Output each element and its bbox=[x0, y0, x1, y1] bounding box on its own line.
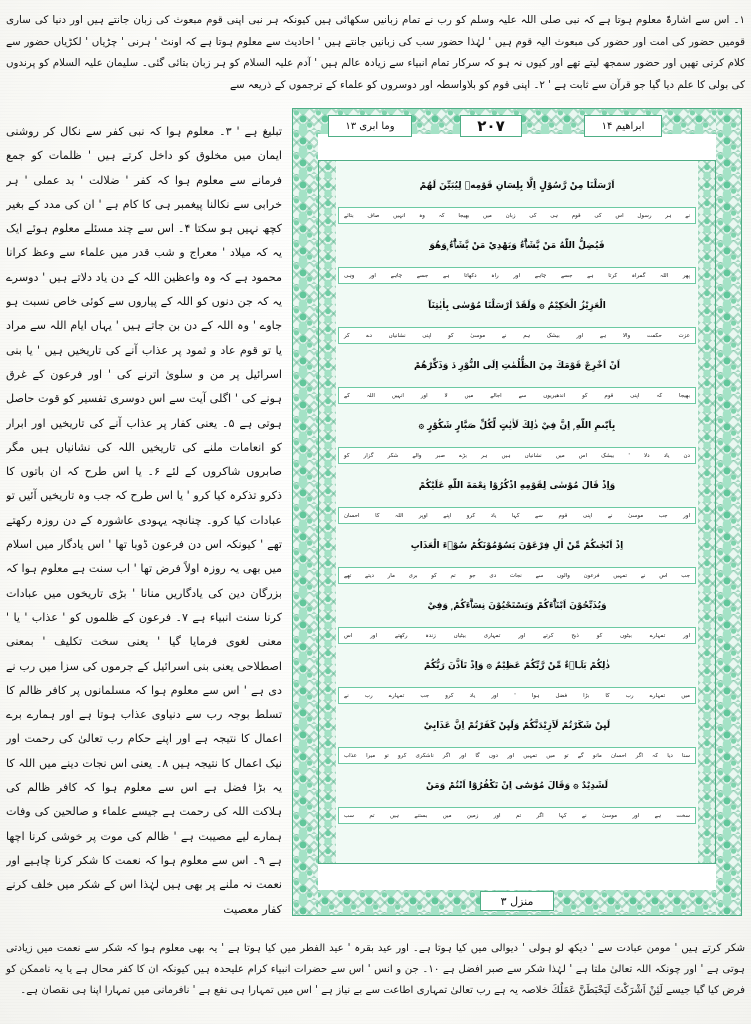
ayah-translation: اور تمہارے بیٹوں کو ذبح کرتے اور تمہاری بیٹیاں زندہ رکھتے اور اس bbox=[338, 627, 696, 644]
ayah-line: ذٰلِكُمْ بَلَاۗءٌ مِّنْ رَّبِّكُمْ عَظِيْمٌ ۞ وَاِذْ تَاَذَّنَ رَبُّكُمْ bbox=[423, 661, 611, 671]
page-number-box: ۲۰۷ bbox=[460, 115, 522, 137]
ayah-translation: نے ہر رسول اس کی قوم ہی کی زبان میں بھیجا کہ وہ انہیں صاف بتائے bbox=[338, 207, 696, 224]
ayah-line: فَيُضِلُّ اللّٰهُ مَنْ يَّشَاۗءُ وَيَهْدِيْ مَنْ يَّشَاۗءُ ۭوَهُوَ bbox=[429, 241, 605, 251]
bottom-commentary-text: شکر کرتے ہیں ' مومن عبادت سے ' دیکھ لو ہولی ' دیوالی میں کیا ہوتا ہے۔ اور عید بقرہ ' عید الفطر میں کیا ہوتا ہے ' یہ بھی معلوم ہوا کہ شکر سے نعمت میں زیادتی ہوتی ہے ' اور چونکہ اللہ تعالیٰ ملتا ہے ' لہٰذا شکر سے صبر افضل ہے ۱۰۔ جن و انس ' اس سے حضرات انبیاء کرام علیحدہ ہیں کیونکہ ان کا کفر محال ہے یا یہ ناممکن کو فرض کیا گیا جیسے لَئِنْ اَشْرَكْتَ لَيَحْبَطَنَّ عَمَلُكَ خلاصہ یہ ہے رب تعالیٰ تمہاری اطاعت سے بے نیاز ہے ' اس میں تمہارا ہی نفع ہے ' نافرمانی میں تمہارا اپنا ہی نقصان ہے۔ bbox=[6, 943, 745, 996]
left-commentary-text: تبلیغ ہے ' ۳۔ معلوم ہوا کہ نبی کفر سے نکال کر روشنی ایمان میں مخلوق کو داخل کرتے ہیں ' ظلمات کو جمع فرمانے سے معلوم ہوا کہ کفر ' ضلالت ' بد عملی ' ہر خرابی سے نکالنا پیغمبر ہی کا کام ہے ' ان کی مدد کے بغیر کچھ نہیں ہو سکتا ۴۔ اس سے چند مسئلے معلوم ہوئے ایک یہ کہ میلاد ' معراج و شب قدر میں علماء سے وعظ کرانا محمود ہے کہ وہ واعظین اللہ کے دن یاد دلاتے ہیں ' دوسرے یہ کہ جن دنوں کو اللہ کے پیاروں سے کوئی خاص نسبت ہو جاوے ' وہ اللہ کے دن بن جاتے ہیں ' یہاں ایام اللہ سے مراد یا تو قوم عاد و ثمود پر عذاب آنے کی تاریخیں ہیں ' یا بنی اسرائیل پر من و سلویٰ اترنے کی ' اور فرعون کے غرق ہونے کی ' اگلی آیت سے اس دوسری تفسیر کو قوت حاصل ہوتی ہے ۵۔ یعنی کفار پر عذاب آنے کی تاریخیں اور ابرار کو انعامات ملنے کی تاریخیں اللہ کی نشانیاں ہیں مگر صابروں شاکروں کے لئے ۶۔ یا اس طرح کہ ان باتوں کا ذکرو تذکرہ کیا کرو ' یا اس طرح کہ جب وہ تاریخیں آئیں تو عبادات کیا کرو۔ چنانچہ یہودی عاشورہ کے دن روزہ رکھتے تھے ' کیونکہ اس دن فرعون ڈوبا تھا ' اس یادگار میں اسلام میں بھی یہ روزہ اولاً فرض تھا ' اب سنت ہے معلوم ہوا کہ بزرگان دین کی یادگاریں منانا ' بڑی تاریخوں میں عبادات کرنا سنت انبیاء ہے ۷۔ فرعون کے ظلموں کو ' عذاب ' یا ' معنی لغوی فرمایا گیا ' یعنی سخت تکلیف ' بمعنی اصطلاحی یعنی بنی اسرائیل کے جرموں کی سزا میں رب نے دی ہے ' اس سے معلوم ہوا کہ مسلمانوں پر کافر ظالم کا تسلط بوجہ رب سے دنیاوی عذاب ہوتا ہے اور ہمارے برے اعمال کا نتیجہ ہے اور اپنے حکام رب تعالیٰ کی رحمت اور نیک اعمال کا نتیجہ ہیں ۸۔ یعنی اس نجات دینے میں اللہ کا یہ بڑا فضل ہے اس سے معلوم ہوا کہ کافر ظالم کی ہلاکت اللہ کی رحمت ہے جیسے علماء و صالحین کی وفات ہمارے لیے مصیبت ہے ' ظالم کی موت پر خوشی کرنا اچھا ہے ۹۔ اس سے معلوم ہوا کہ نعمت کا شکر کرنا چاہیے اور نعمت نہ ملنے پر بھی ہیں لہٰذا اس کے شکر میں خلف کرنے کفار معصیت bbox=[6, 125, 282, 916]
manzil-label-box: منزل ۳ bbox=[480, 891, 554, 911]
ayah-translation: میں تمہارے رب کا بڑا فضل ہوا ' اور یاد کرو جب تمہارے رب نے bbox=[338, 687, 696, 704]
ayah-line: بِاَيّٰىمِ اللّٰهِ ۭ اِنَّ فِيْ ذٰلِكَ لَاٰيٰتٍ لِّكُلِّ صَبَّارٍ شَكُوْرٍ ۞ bbox=[418, 421, 616, 431]
ayah-translation: بھیجا کہ اپنی قوم کو اندھیریوں سے اجالے میں لا اور انہیں اللہ کے bbox=[338, 387, 696, 404]
verse-inner-frame bbox=[318, 160, 716, 864]
inner-ornament-right bbox=[698, 161, 715, 863]
ayah-translation: دن یاد دلا ' بیشک اس میں نشانیاں ہیں ہر بڑے صبر والے شکر گزار کو bbox=[338, 447, 696, 464]
ayah-translation: سنا دیا کہ اگر احسان مانو گے تو میں تمہیں اور دوں گا اور اگر ناشکری کرو تو میرا عذاب bbox=[338, 747, 696, 764]
ayah-line: وَاِذْ قَالَ مُوْسٰى لِقَوْمِهِ اذْكُرُوْا نِعْمَةَ اللّٰهِ عَلَيْكُمْ bbox=[418, 481, 616, 491]
quran-text-panel bbox=[292, 108, 742, 916]
surah-name-box: ابراهیم ۱۴ bbox=[584, 115, 662, 137]
ayah-line: لَىِٕنْ شَكَرْتُمْ لَاَزِيْدَنَّكُمْ وَلَىِٕنْ كَفَرْتُمْ اِنَّ عَذَابِيْ bbox=[423, 721, 611, 731]
verse-column bbox=[337, 163, 697, 861]
ayah-line: لَشَدِيْدٌ ۞ وَقَالَ مُوْسٰٓى اِنْ تَكْفُرُوْٓا اَنْتُمْ وَمَنْ bbox=[426, 781, 608, 791]
ayah-line: اَرْسَلْنَا مِنْ رَّسُوْلٍ اِلَّا بِلِسَانِ قَوْمِهٖ لِيُبَيِّنَ لَهُمْ bbox=[419, 181, 615, 191]
ayah-translation: پھر اللہ گمراہ کرتا ہے جسے چاہے اور راہ دکھاتا ہے جسے چاہے اور وہی bbox=[338, 267, 696, 284]
ayah-translation: جب اس نے تمہیں فرعون والوں سے نجات دی جو تم کو بری مار دیتے تھے bbox=[338, 567, 696, 584]
ayah-translation: اور جب موسیٰ نے اپنی قوم سے کہا یاد کرو اپنے اوپر اللہ کا احسان bbox=[338, 507, 696, 524]
ayah-translation: عزت حکمت والا ہے اور بیشک ہم نے موسیٰ کو اپنی نشانیاں دے کر bbox=[338, 327, 696, 344]
juz-name-box: وما ابری ۱۳ bbox=[328, 115, 412, 137]
top-commentary-text: ۱۔ اس سے اشارۃً معلوم ہوتا ہے کہ نبی صلی اللہ علیہ وسلم کو رب نے تمام زبانیں سکھائی ہیں کیونکہ ہر نبی اپنی قوم مبعوث کی زبان جانتے ہیں اور دنیا کی ساری قومیں حضور کی امت اور حضور کی مبعوث الیہ قوم ہیں ' لہٰذا حضور سب کی زبانیں جانتے ہیں ' احادیث سے معلوم ہوتا ہے کہ اونٹ ' ہرنی ' چڑیاں ' لکڑیاں حضور سے کلام کرتی تھیں اور حضور سمجھ لیتے تھے اور کیوں نہ ہو کہ سرکار تمام انبیاء سے زیادہ عالم ہیں ' آدم علیہ السلام کو ہر زبان بتائی گئی۔ سلیمان علیہ السلام کو پرندوں کی بولی کا علم دیا گیا جو قرآن سے ثابت ہے ' ۲۔ اپنی قوم کو بلاواسطہ اور دوسروں کو علماء کے ترجموں کے ذریعہ سے bbox=[6, 14, 745, 91]
inner-ornament-left bbox=[319, 161, 336, 863]
ayah-line: اَنْ اَخْرِجْ قَوْمَكَ مِنَ الظُّلُمٰتِ اِلَى النُّوْرِ ڏ وَذَكِّرْهُمْ bbox=[414, 361, 620, 371]
ayah-line: وَيُذَبِّحُوْنَ اَبْنَاۗءَكُمْ وَيَسْتَحْيُوْنَ نِسَاۗءَكُمْ ۭ وَفِيْ bbox=[427, 601, 607, 611]
ayah-line: اِذْ اَنْجٰىكُمْ مِّنْ اٰلِ فِرْعَوْنَ يَسُوْمُوْنَكُمْ سُوْۗءَ الْعَذَابِ bbox=[410, 541, 624, 551]
ayah-translation: سخت ہے اور موسیٰ نے کہا اگر تم اور زمین میں بستنے ہیں تم سب bbox=[338, 807, 696, 824]
ayah-line: الْعَزِيْزُ الْحَكِيْمُ ۞ وَلَقَدْ اَرْسَلْنَا مُوْسٰى بِاٰيٰتِنَآ bbox=[428, 301, 606, 311]
